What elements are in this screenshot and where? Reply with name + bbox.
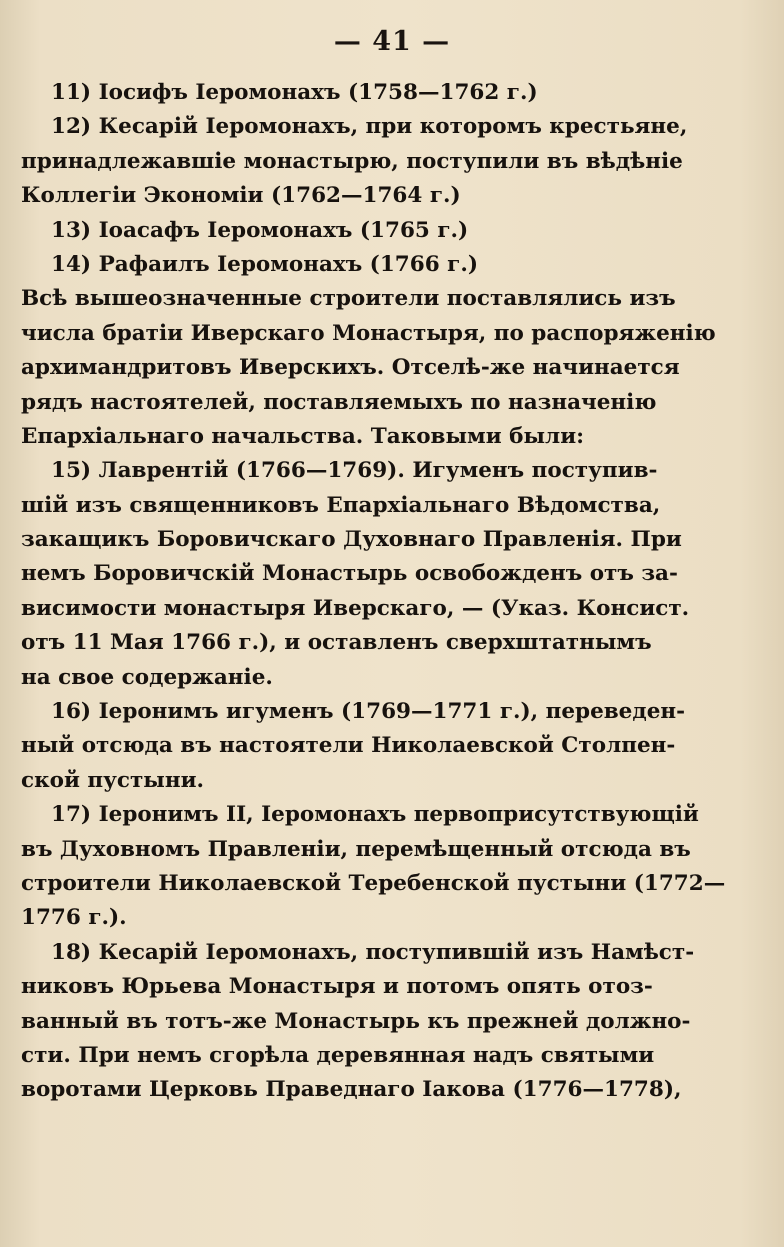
text-line: 14) Рафаилъ Іеромонахъ (1766 г.) <box>51 251 478 277</box>
text-line: 12) Кесарій Іеромонахъ, при которомъ крестьяне, <box>51 114 688 140</box>
text-line: 11) Іосифъ Іеромонахъ (1758—1762 г.) <box>51 80 538 105</box>
text-line: числа братіи Иверскаго Монастыря, по распоряженію <box>21 320 716 346</box>
page-number: — 41 — <box>333 26 451 57</box>
text-block <box>21 76 726 1108</box>
text-line: 15) Лаврентій (1766—1769). Игуменъ поступив- <box>51 458 658 484</box>
text-line: сти. При немъ сгорѣла деревянная надъ святыми <box>21 1042 655 1068</box>
text-line: Епархіальнаго начальства. Таковыми были: <box>21 423 585 449</box>
text-line: отъ 11 Мая 1766 г.), и оставленъ сверхштатнымъ <box>21 630 652 656</box>
text-line: висимости монастыря Иверскаго, — (Указ. Консист. <box>21 595 690 621</box>
text-line: Коллегіи Экономіи (1762—1764 г.) <box>21 183 461 209</box>
text-line: шій изъ священниковъ Епархіальнаго Вѣдомства, <box>21 492 661 518</box>
text-line: принадлежавшіе монастырю, поступили въ вѣдѣніе <box>21 148 683 174</box>
text-line: воротами Церковь Праведнаго Іакова (1776—1778), <box>21 1077 682 1103</box>
text-line: закащикъ Боровичскаго Духовнаго Правленія. При <box>21 527 682 553</box>
text-line: немъ Боровичскій Монастырь освобожденъ отъ за- <box>21 561 678 587</box>
text-line: въ Духовномъ Правленіи, перемѣщенный отсюда въ <box>21 836 691 862</box>
text-line: 13) Іоасафъ Іеромонахъ (1765 г.) <box>51 217 469 243</box>
text-line: никовъ Юрьева Монастыря и потомъ опять отоз- <box>21 974 653 1000</box>
text-line: ской пустыни. <box>21 767 205 793</box>
text-line: на свое содержаніе. <box>21 664 273 690</box>
text-line: ванный въ тотъ-же Монастырь къ прежней должно- <box>21 1008 691 1034</box>
text-line: строители Николаевской Теребенской пустыни (1772— <box>21 870 726 896</box>
text-line: ный отсюда въ настоятели Николаевской Столпен- <box>21 733 676 759</box>
text-line: рядъ настоятелей, поставляемыхъ по назначенію <box>21 389 657 415</box>
text-line: 18) Кесарій Іеромонахъ, поступившій изъ Намѣст- <box>51 939 695 965</box>
text-line: 17) Іеронимъ II, Іеромонахъ первоприсутствующій <box>51 802 699 828</box>
text-line: Всѣ вышеозначенные строители поставлялись изъ <box>21 286 676 312</box>
text-line: 16) Іеронимъ игуменъ (1769—1771 г.), переведен- <box>51 699 686 725</box>
text-line: 1776 г.). <box>21 905 127 931</box>
text-line: архимандритовъ Иверскихъ. Отселѣ-же начинается <box>21 355 680 381</box>
